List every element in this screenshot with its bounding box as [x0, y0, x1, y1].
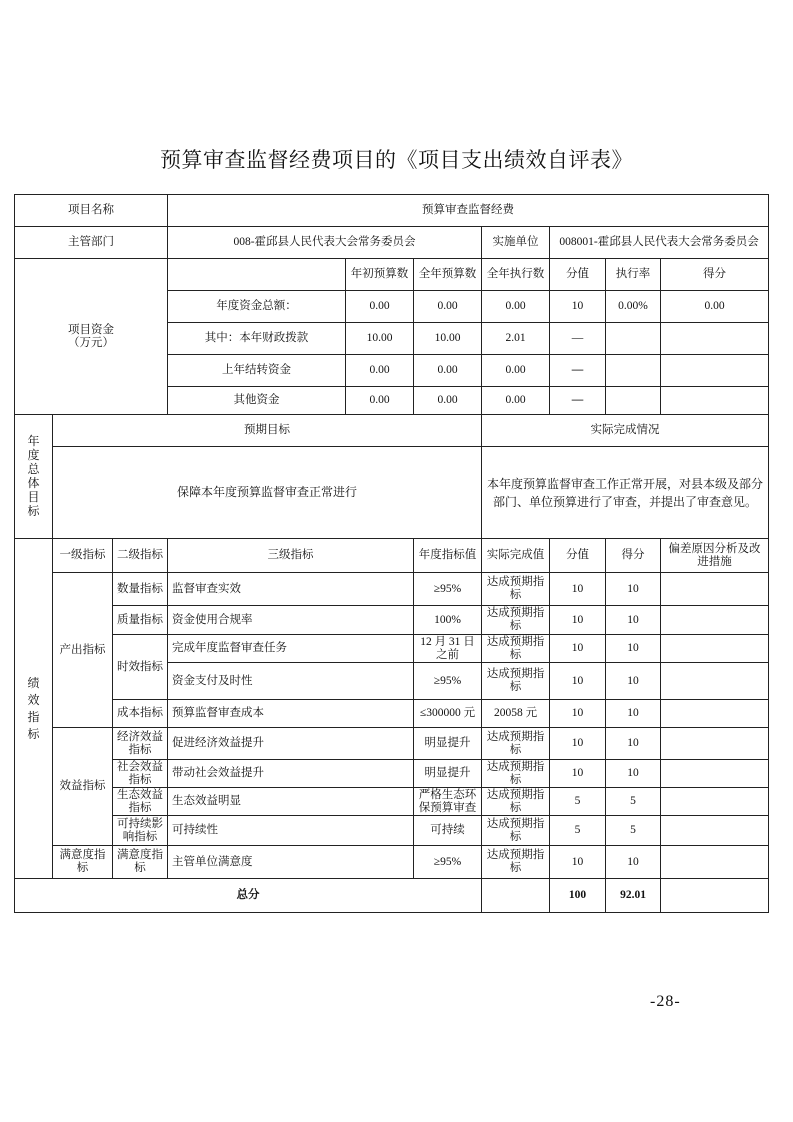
indicator-score-value: 10: [550, 573, 606, 606]
funds-row-executed: 0.00: [482, 291, 550, 323]
funds-row-rate: [606, 355, 661, 387]
indicator-row: [15, 606, 769, 635]
funds-header-score-value: 分值: [550, 259, 606, 291]
indicator-deviation: [661, 635, 769, 663]
indicator-target: 严格生态环保预算审查: [414, 788, 482, 816]
indicator-actual: 达成预期指标: [482, 816, 550, 846]
indicator-level2: 生态效益指标: [113, 788, 168, 816]
indicator-target: ≥95%: [414, 846, 482, 879]
indicator-score-value: 10: [550, 700, 606, 728]
indicator-target: 明显提升: [414, 760, 482, 788]
goal-content-row: [15, 447, 769, 539]
indicator-score: 10: [606, 846, 661, 879]
header-target: 年度指标值: [414, 539, 482, 573]
indicator-score: 10: [606, 700, 661, 728]
funds-row-score: [661, 355, 769, 387]
header-deviation: 偏差原因分析及改进措施: [661, 539, 769, 573]
indicator-score: 10: [606, 760, 661, 788]
header-score-value: 分值: [550, 539, 606, 573]
implementing-unit-label: 实施单位: [482, 227, 550, 259]
indicator-level3: 主管单位满意度: [168, 846, 414, 879]
total-score-value: 100: [550, 879, 606, 913]
indicator-level2: 质量指标: [113, 606, 168, 635]
indicator-deviation: [661, 846, 769, 879]
indicator-level3: 预算监督审查成本: [168, 700, 414, 728]
performance-indicators-label-text: 绩效指标: [27, 675, 40, 741]
indicator-target: 100%: [414, 606, 482, 635]
funds-row-score-value: —: [550, 355, 606, 387]
indicator-target: ≤300000 元: [414, 700, 482, 728]
annual-goal-label-text: 年度总体目标: [27, 434, 40, 518]
funds-row-initial: 0.00: [346, 387, 414, 415]
indicator-score: 5: [606, 788, 661, 816]
indicator-row: [15, 573, 769, 606]
indicator-deviation: [661, 788, 769, 816]
indicator-score-value: 5: [550, 788, 606, 816]
department-label: 主管部门: [15, 227, 168, 259]
indicator-score-value: 5: [550, 816, 606, 846]
indicator-row: [15, 728, 769, 760]
document-title: 预算审查监督经费项目的《项目支出绩效自评表》: [160, 148, 633, 172]
funds-row-label: 年度资金总额：: [168, 291, 346, 323]
indicator-level3: 完成年度监督审查任务: [168, 635, 414, 663]
funds-row-score-value: —: [550, 387, 606, 415]
funds-row-initial: 0.00: [346, 355, 414, 387]
indicator-level2: 数量指标: [113, 573, 168, 606]
indicator-target: ≥95%: [414, 663, 482, 700]
funds-row-executed: 0.00: [482, 387, 550, 415]
indicator-target: 12 月 31 日之前: [414, 635, 482, 663]
funds-row-annual: 10.00: [414, 323, 482, 355]
funds-header-blank: [168, 259, 346, 291]
group-satisfaction: 满意度指标: [53, 846, 113, 879]
project-name-row: [15, 195, 769, 227]
funds-row-executed: 0.00: [482, 355, 550, 387]
actual-completion-header: 实际完成情况: [482, 415, 769, 447]
indicator-level2: 时效指标: [113, 635, 168, 700]
indicator-score: 10: [606, 606, 661, 635]
indicator-score-value: 10: [550, 635, 606, 663]
indicator-score: 10: [606, 728, 661, 760]
department-value: 008-霍邱县人民代表大会常务委员会: [168, 227, 482, 259]
department-row: [15, 227, 769, 259]
funds-row-rate: [606, 323, 661, 355]
indicator-score-value: 10: [550, 606, 606, 635]
indicator-row: [15, 700, 769, 728]
indicator-deviation: [661, 663, 769, 700]
funds-header-score: 得分: [661, 259, 769, 291]
table-body: [15, 195, 769, 913]
indicator-score-value: 10: [550, 663, 606, 700]
indicator-level2: 成本指标: [113, 700, 168, 728]
expected-goal-text: 保障本年度预算监督审查正常进行: [53, 447, 482, 539]
header-level3: 三级指标: [168, 539, 414, 573]
funds-header-rate: 执行率: [606, 259, 661, 291]
indicator-level2: 经济效益指标: [113, 728, 168, 760]
indicators-header-row: [15, 539, 769, 573]
indicator-deviation: [661, 573, 769, 606]
goal-header-row: [15, 415, 769, 447]
indicator-score: 5: [606, 816, 661, 846]
indicator-level3: 监督审查实效: [168, 573, 414, 606]
indicator-level3: 资金使用合规率: [168, 606, 414, 635]
project-name-value: 预算审查监督经费: [168, 195, 769, 227]
funds-row-annual: 0.00: [414, 387, 482, 415]
indicator-row: [15, 635, 769, 663]
funds-row-score: 0.00: [661, 291, 769, 323]
funds-row-score-value: 10: [550, 291, 606, 323]
indicator-actual: 达成预期指标: [482, 606, 550, 635]
funds-row-annual: 0.00: [414, 355, 482, 387]
indicator-score: 10: [606, 573, 661, 606]
indicator-score: 10: [606, 635, 661, 663]
funds-label: [15, 259, 168, 415]
group-output: 产出指标: [53, 573, 113, 728]
performance-indicators-label: [15, 539, 53, 879]
funds-row-score-value: —: [550, 323, 606, 355]
funds-header-annual: 全年预算数: [414, 259, 482, 291]
indicator-level2: 可持续影响指标: [113, 816, 168, 846]
indicator-score-value: 10: [550, 760, 606, 788]
indicator-actual: 20058 元: [482, 700, 550, 728]
indicator-score-value: 10: [550, 728, 606, 760]
indicator-actual: 达成预期指标: [482, 728, 550, 760]
indicator-level2: 满意度指标: [113, 846, 168, 879]
indicator-row: [15, 846, 769, 879]
project-name-label: 项目名称: [15, 195, 168, 227]
indicator-score: 10: [606, 663, 661, 700]
indicator-deviation: [661, 606, 769, 635]
indicator-level3: 生态效益明显: [168, 788, 414, 816]
page-number: -28-: [650, 993, 681, 1010]
funds-row-label: 其他资金: [168, 387, 346, 415]
implementing-unit-value: 008001-霍邱县人民代表大会常务委员会: [550, 227, 769, 259]
indicator-actual: 达成预期指标: [482, 573, 550, 606]
funds-row-rate: 0.00%: [606, 291, 661, 323]
total-label: 总分: [15, 879, 482, 913]
indicator-score-value: 10: [550, 846, 606, 879]
funds-row-initial: 0.00: [346, 291, 414, 323]
indicator-row: [15, 760, 769, 788]
funds-row-executed: 2.01: [482, 323, 550, 355]
indicator-target: 可持续: [414, 816, 482, 846]
expected-goal-header: 预期目标: [53, 415, 482, 447]
funds-row-label: 其中：本年财政拨款: [168, 323, 346, 355]
indicator-actual: 达成预期指标: [482, 846, 550, 879]
funds-row-score: [661, 323, 769, 355]
actual-completion-text: 本年度预算监督审查工作正常开展，对县本级及部分部门、单位预算进行了审查，并提出了审查意见。: [482, 447, 769, 539]
indicator-actual: 达成预期指标: [482, 635, 550, 663]
funds-row-rate: [606, 387, 661, 415]
indicator-row: [15, 788, 769, 816]
indicator-target: 明显提升: [414, 728, 482, 760]
group-benefit: 效益指标: [53, 728, 113, 846]
indicator-actual: 达成预期指标: [482, 760, 550, 788]
funds-label-line2: （万元）: [68, 336, 114, 349]
indicator-actual: 达成预期指标: [482, 788, 550, 816]
header-level1: 一级指标: [53, 539, 113, 573]
indicator-level3: 可持续性: [168, 816, 414, 846]
funds-label-line1: 项目资金: [68, 323, 114, 336]
indicator-deviation: [661, 816, 769, 846]
total-score: 92.01: [606, 879, 661, 913]
funds-row-score: [661, 387, 769, 415]
funds-header-initial: 年初预算数: [346, 259, 414, 291]
indicator-level3: 资金支付及时性: [168, 663, 414, 700]
funds-row-label: 上年结转资金: [168, 355, 346, 387]
indicator-deviation: [661, 700, 769, 728]
header-level2: 二级指标: [113, 539, 168, 573]
annual-goal-label: [15, 415, 53, 539]
total-actual-blank: [482, 879, 550, 913]
indicator-level3: 促进经济效益提升: [168, 728, 414, 760]
funds-header-executed: 全年执行数: [482, 259, 550, 291]
funds-row-initial: 10.00: [346, 323, 414, 355]
header-score: 得分: [606, 539, 661, 573]
indicator-actual: 达成预期指标: [482, 663, 550, 700]
performance-self-evaluation-table: [14, 194, 769, 913]
indicator-deviation: [661, 760, 769, 788]
funds-row-annual: 0.00: [414, 291, 482, 323]
indicator-deviation: [661, 728, 769, 760]
funds-header-row: [15, 259, 769, 291]
indicator-level3: 带动社会效益提升: [168, 760, 414, 788]
total-deviation-blank: [661, 879, 769, 913]
indicator-row: [15, 816, 769, 846]
indicator-level2: 社会效益指标: [113, 760, 168, 788]
indicator-target: ≥95%: [414, 573, 482, 606]
total-row: [15, 879, 769, 913]
header-actual: 实际完成值: [482, 539, 550, 573]
